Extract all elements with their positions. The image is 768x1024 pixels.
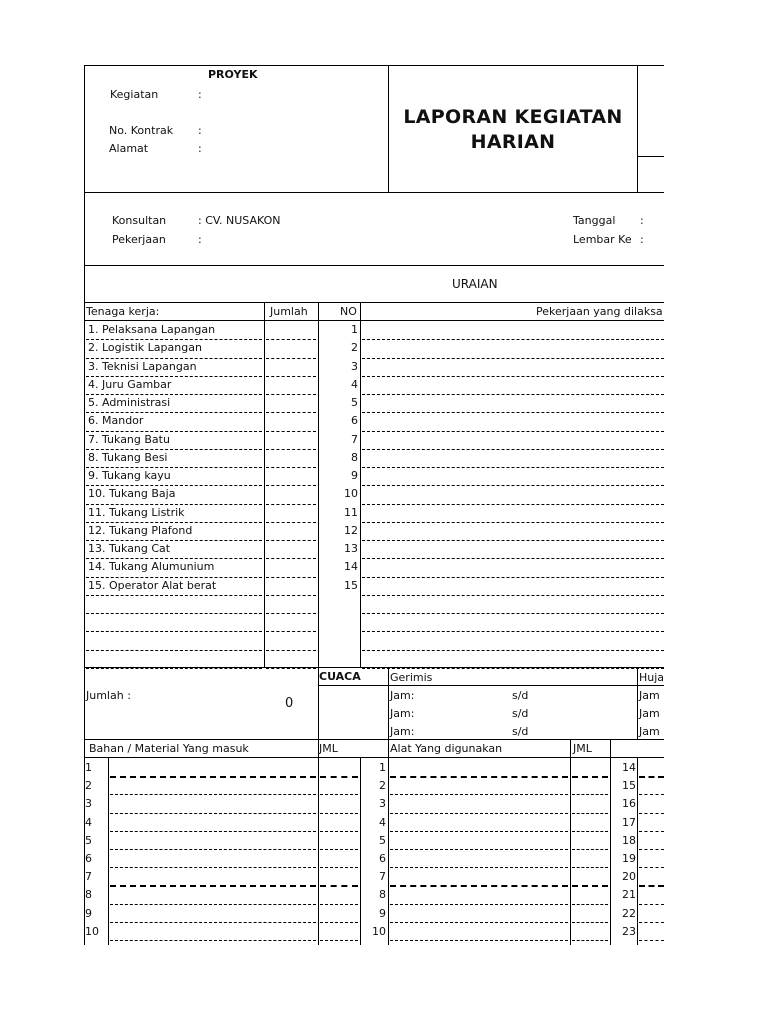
row-line-pekerjaan [362, 650, 664, 651]
right-line [639, 849, 664, 850]
konsultan-label: Konsultan [112, 214, 167, 227]
row-line-jumlah [266, 650, 316, 651]
worker-name: 15. Operator Alat berat [88, 578, 217, 592]
alat-row-no: 5 [379, 833, 386, 847]
row-line-tenaga [86, 412, 262, 413]
bahan-line [110, 885, 316, 887]
row-line-pekerjaan [362, 504, 664, 505]
alat-row-no: 6 [379, 852, 386, 865]
jml-line [320, 922, 358, 923]
alat-line [390, 794, 568, 795]
row-line-pekerjaan [362, 540, 664, 541]
alat-line [390, 813, 568, 814]
jml-line [320, 904, 358, 905]
bahan-row-no: 9 [85, 906, 92, 920]
tenaga-col-divider [264, 302, 265, 667]
gerimis-header-line [318, 685, 664, 686]
bahan-line [110, 940, 316, 941]
lembar-label: Lembar Ke [573, 233, 632, 246]
bahan-row-no: 4 [85, 815, 92, 829]
worker-no: 6 [351, 414, 358, 428]
row-line-jumlah [266, 376, 316, 377]
hujan-label: Huja [639, 671, 665, 684]
alat-row-no-right: 19 [622, 852, 636, 865]
jml-line [320, 831, 358, 832]
right-line [639, 831, 664, 832]
material-col-b [360, 757, 361, 945]
worker-name: 2. Logistik Lapangan [88, 341, 202, 355]
row-line-jumlah [266, 668, 316, 669]
sd-label: s/d [512, 725, 529, 738]
alat-line [390, 904, 568, 905]
frame-left-line [84, 65, 85, 945]
right-line [639, 867, 664, 868]
jml-line [320, 940, 358, 941]
bahan-row-no: 10 [85, 924, 99, 938]
header-right-mid-line [637, 156, 664, 157]
material-col-c [388, 739, 389, 945]
alat-row-no: 4 [379, 815, 386, 829]
row-line-pekerjaan [362, 577, 664, 578]
alamat-colon: : [198, 142, 202, 155]
bahan-row-no: 5 [85, 833, 92, 847]
material-header-line [84, 757, 664, 758]
uraian-bottom-line [84, 302, 664, 303]
alamat-label: Alamat [109, 142, 149, 155]
row-line-jumlah [266, 339, 316, 340]
jumlah-col-divider [318, 302, 319, 667]
worker-no: 7 [351, 432, 358, 446]
cuaca-right-line [388, 667, 389, 739]
row-line-jumlah [266, 485, 316, 486]
material-col-d [570, 739, 571, 945]
alat-line [390, 885, 568, 887]
proyek-label: PROYEK [208, 68, 258, 81]
row-line-jumlah [266, 412, 316, 413]
jml2-line [572, 849, 608, 850]
alat-row-no-right: 15 [622, 779, 636, 793]
row-line-pekerjaan [362, 358, 664, 359]
jam-label: Jam: [390, 707, 415, 720]
frame-top-line [84, 65, 664, 66]
row-line-tenaga [86, 467, 262, 468]
report-title-line1: LAPORAN KEGIATAN [403, 106, 623, 128]
worker-no: 10 [344, 487, 358, 501]
row-line-tenaga [86, 595, 262, 596]
row-line-jumlah [266, 558, 316, 559]
row-line-tenaga [86, 650, 262, 651]
material-col-a [318, 739, 319, 945]
row-line-pekerjaan [362, 449, 664, 450]
jumlah-label: Jumlah : [86, 689, 131, 702]
material-col-f [637, 757, 638, 945]
jml-header: JML [319, 742, 338, 755]
row-line-jumlah [266, 467, 316, 468]
worker-no: 13 [344, 542, 358, 555]
bahan-inner-divider [108, 757, 109, 945]
bahan-row-no: 1 [85, 761, 92, 774]
row-line-pekerjaan [362, 394, 664, 395]
cuaca-label: CUACA [319, 670, 361, 683]
worker-name: 13. Tukang Cat [88, 542, 171, 555]
worker-name: 4. Juru Gambar [88, 377, 172, 391]
alat-line [390, 922, 568, 923]
bahan-line [110, 922, 316, 923]
header-divider [388, 65, 389, 193]
material-top-line [84, 739, 664, 740]
alat-row-no-right: 22 [622, 906, 636, 920]
jml2-line [572, 776, 608, 778]
sd-label: s/d [512, 707, 529, 720]
row-line-jumlah [266, 613, 316, 614]
worker-no: 11 [344, 505, 358, 519]
report-title-line2: HARIAN [470, 131, 556, 153]
alat-row-no-right: 17 [622, 815, 636, 829]
jml2-line [572, 794, 608, 795]
worker-no: 12 [344, 523, 358, 537]
worker-name: 10. Tukang Baja [88, 487, 176, 501]
bahan-row-no: 2 [85, 779, 92, 793]
jml2-header: JML [573, 742, 592, 755]
bahan-line [110, 831, 316, 832]
alat-line [390, 940, 568, 941]
kontrak-colon: : [198, 124, 202, 137]
jml2-line [572, 904, 608, 905]
row-line-jumlah [266, 358, 316, 359]
right-line [639, 776, 664, 778]
row-line-tenaga [86, 540, 262, 541]
pekerjaan-label: Pekerjaan [112, 233, 166, 246]
worker-no: 8 [351, 450, 358, 464]
jam-label: Jam: [390, 689, 415, 702]
jam-label-cut: Jam [639, 725, 660, 738]
uraian-title: URAIAN [452, 277, 498, 291]
row-line-pekerjaan [362, 376, 664, 377]
jml2-line [572, 922, 608, 923]
bahan-header: Bahan / Material Yang masuk [89, 742, 249, 755]
col-jumlah: Jumlah [270, 305, 308, 318]
jml-line [320, 794, 358, 795]
alat-row-no: 7 [379, 870, 386, 884]
worker-no: 14 [344, 560, 358, 574]
row-line-jumlah [266, 504, 316, 505]
row-line-jumlah [266, 394, 316, 395]
row-line-pekerjaan [362, 467, 664, 468]
row-line-jumlah [266, 595, 316, 596]
bahan-row-no: 6 [85, 852, 92, 865]
alat-row-no-right: 16 [622, 797, 636, 811]
row-line-pekerjaan [362, 631, 664, 632]
alat-row-no-right: 20 [622, 870, 636, 884]
worker-name: 3. Teknisi Lapangan [88, 359, 197, 373]
right-line [639, 940, 664, 941]
jml2-line [572, 831, 608, 832]
bahan-row-no: 7 [85, 870, 92, 884]
jml-line [320, 867, 358, 868]
alat-row-no-right: 23 [622, 924, 636, 938]
bahan-line [110, 904, 316, 905]
tanggal-colon: : [640, 214, 644, 227]
sd-label: s/d [512, 689, 529, 702]
row-line-jumlah [266, 522, 316, 523]
jml-line [320, 849, 358, 850]
worker-no: 4 [351, 377, 358, 391]
row-line-tenaga [86, 668, 262, 669]
row-line-pekerjaan [362, 595, 664, 596]
row-line-pekerjaan [362, 613, 664, 614]
right-line [639, 922, 664, 923]
jml-line [320, 885, 358, 887]
info-bottom-line [84, 265, 664, 266]
bahan-row-no: 3 [85, 797, 92, 811]
row-line-tenaga [86, 631, 262, 632]
row-line-pekerjaan [362, 668, 664, 669]
cuaca-top-line [84, 667, 664, 668]
bahan-line [110, 794, 316, 795]
alat-row-no-right: 18 [622, 833, 636, 847]
konsultan-value: : CV. NUSAKON [198, 214, 281, 227]
bahan-line [110, 813, 316, 814]
header-right-divider [637, 65, 638, 193]
alat-row-no-right: 21 [622, 888, 636, 902]
worker-no: 3 [351, 359, 358, 373]
jml-line [320, 813, 358, 814]
alat-row-no: 2 [379, 779, 386, 793]
col-tenaga-kerja: Tenaga kerja: [86, 305, 160, 318]
bahan-line [110, 849, 316, 850]
row-line-jumlah [266, 449, 316, 450]
worker-name: 6. Mandor [88, 414, 144, 428]
alat-row-no-right: 14 [622, 761, 636, 774]
row-line-tenaga [86, 485, 262, 486]
bahan-row-no: 8 [85, 888, 92, 902]
alat-row-no: 9 [379, 906, 386, 920]
kegiatan-colon: : [198, 88, 202, 101]
gerimis-right-line [637, 667, 638, 739]
alat-line [390, 831, 568, 832]
kegiatan-label: Kegiatan [110, 88, 159, 101]
row-line-pekerjaan [362, 485, 664, 486]
jml2-line [572, 813, 608, 814]
worker-no: 9 [351, 469, 358, 482]
alat-row-no: 10 [372, 924, 386, 938]
gerimis-label: Gerimis [390, 671, 433, 684]
right-line [639, 813, 664, 814]
worker-no: 15 [344, 578, 358, 592]
row-line-pekerjaan [362, 412, 664, 413]
alat-line [390, 849, 568, 850]
row-line-jumlah [266, 631, 316, 632]
worker-name: 8. Tukang Besi [88, 450, 168, 464]
row-line-pekerjaan [362, 522, 664, 523]
header-bottom-line [84, 192, 664, 193]
worker-name: 12. Tukang Plafond [88, 523, 193, 537]
worker-no: 5 [351, 396, 358, 409]
alat-line [390, 776, 568, 778]
tanggal-label: Tanggal [573, 214, 616, 227]
jml2-line [572, 940, 608, 941]
row-line-jumlah [266, 431, 316, 432]
jml2-line [572, 885, 608, 887]
row-line-tenaga [86, 613, 262, 614]
kontrak-label: No. Kontrak [109, 124, 174, 137]
alat-row-no: 3 [379, 797, 386, 811]
alat-header: Alat Yang digunakan [390, 742, 503, 755]
no-col-divider [360, 302, 361, 667]
row-line-tenaga [86, 339, 262, 340]
row-line-jumlah [266, 577, 316, 578]
jam-label-cut: Jam [639, 707, 660, 720]
bahan-line [110, 776, 316, 778]
jam-label: Jam: [390, 725, 415, 738]
col-header-line [84, 320, 664, 321]
lembar-colon: : [640, 233, 644, 246]
alat-row-no: 1 [379, 761, 386, 774]
worker-name: 14. Tukang Alumunium [88, 560, 215, 574]
col-no: NO [340, 305, 357, 318]
worker-name: 9. Tukang kayu [88, 469, 171, 482]
alat-row-no: 8 [379, 888, 386, 902]
row-line-pekerjaan [362, 558, 664, 559]
jumlah-total-value: 0 [285, 696, 294, 711]
right-line [639, 794, 664, 795]
worker-no: 1 [351, 323, 358, 336]
col-pekerjaan: Pekerjaan yang dilaksa [536, 305, 663, 318]
jam-label-cut: Jam [639, 689, 660, 702]
jml-line [320, 776, 358, 778]
worker-name: 1. Pelaksana Lapangan [88, 323, 216, 336]
row-line-pekerjaan [362, 339, 664, 340]
worker-name: 5. Administrasi [88, 396, 171, 409]
worker-name: 11. Tukang Listrik [88, 505, 185, 519]
right-line [639, 904, 664, 905]
row-line-tenaga [86, 394, 262, 395]
jml2-line [572, 867, 608, 868]
bahan-line [110, 867, 316, 868]
pekerjaan-colon: : [198, 233, 202, 246]
row-line-jumlah [266, 540, 316, 541]
row-line-tenaga [86, 558, 262, 559]
worker-name: 7. Tukang Batu [88, 432, 170, 446]
right-line [639, 885, 664, 887]
worker-no: 2 [351, 341, 358, 355]
alat-line [390, 867, 568, 868]
row-line-pekerjaan [362, 431, 664, 432]
